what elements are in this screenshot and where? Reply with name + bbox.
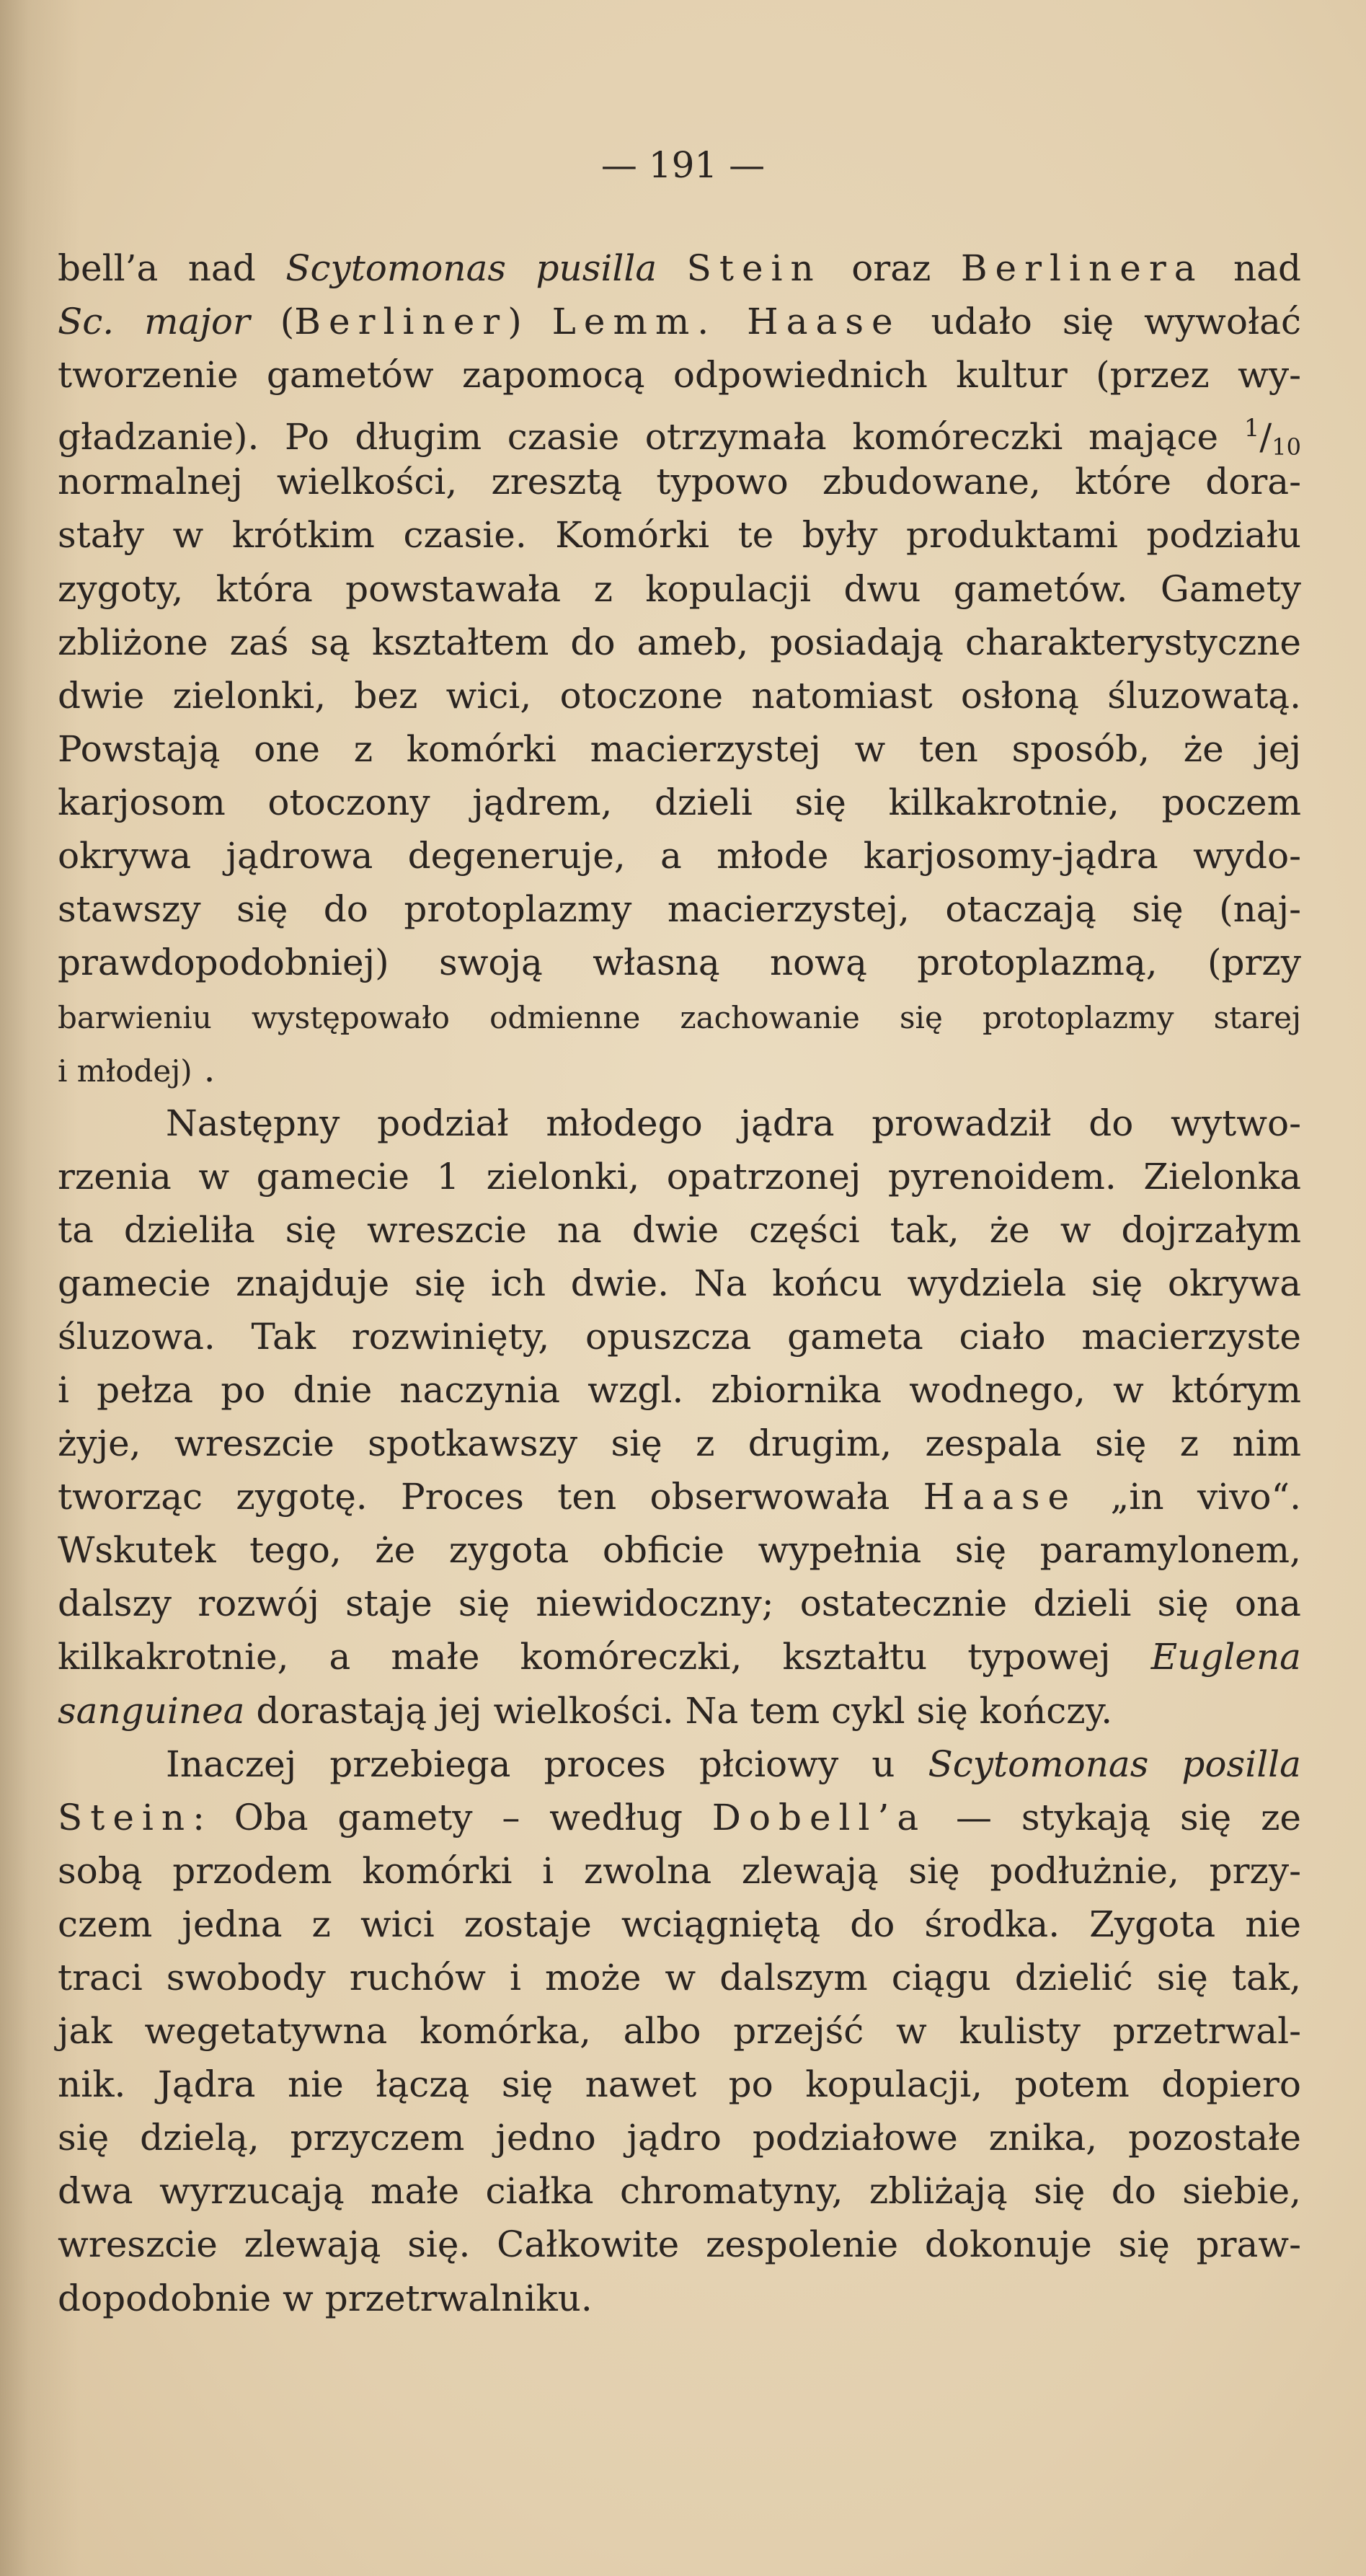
text-fragment: udało się wywołać bbox=[900, 301, 1301, 343]
text-fragment: Powstają one z komórki macierzystej w ten sposób, że jej bbox=[58, 727, 1301, 770]
text-fragment: Berlinera bbox=[960, 247, 1204, 289]
text-line bbox=[58, 242, 1301, 295]
text-fragment: ) bbox=[507, 301, 552, 343]
text-fragment: zbliżone zaś są kształtem do ameb, posiadają charakterystyczne bbox=[58, 621, 1301, 663]
text-fragment: Scytomonas posilla bbox=[928, 1743, 1301, 1785]
text-line bbox=[58, 936, 1301, 989]
text-line bbox=[58, 1844, 1301, 1898]
text-fragment: oraz bbox=[821, 247, 961, 289]
text-fragment: Berliner bbox=[294, 301, 508, 343]
text-line bbox=[58, 1257, 1301, 1310]
text-fragment: Wskutek tego, że zygota obficie wypełnia się paramylonem, bbox=[58, 1529, 1301, 1572]
text-line bbox=[58, 1577, 1301, 1630]
page-number: — 191 — bbox=[600, 144, 766, 186]
text-fragment: dopodobnie w przetrwalniku. bbox=[58, 2277, 593, 2319]
text-line bbox=[58, 1738, 1301, 1791]
text-fragment: Lemm. bbox=[551, 301, 717, 343]
text-line bbox=[58, 1791, 1301, 1844]
text-fragment: kilkakrotnie, a małe komóreczki, kształtu typowej bbox=[58, 1636, 1151, 1678]
text-fragment: ( bbox=[249, 301, 295, 343]
text-fragment: śluzowa. Tak rozwinięty, opuszcza gameta ciało macierzyste bbox=[58, 1315, 1301, 1358]
text-fragment: prawdopodobniej) swoją własną nową protoplazmą, (przy bbox=[58, 942, 1301, 984]
text-line bbox=[58, 1523, 1301, 1577]
text-fragment: tworząc zygotę. Proces ten obserwowała bbox=[58, 1476, 923, 1518]
text-line bbox=[58, 989, 1301, 1043]
text-fragment: Sc. major bbox=[58, 301, 250, 343]
text-fragment: tworzenie gametów zapomocą odpowiednich kultur (przez wy- bbox=[58, 354, 1301, 397]
text-line bbox=[58, 1417, 1301, 1470]
text-line bbox=[58, 722, 1301, 776]
text-fragment: normalnej wielkości, zresztą typowo zbudowane, które dora- bbox=[58, 461, 1301, 503]
text-fragment: dwa wyrzucają małe ciałka chromatyny, zbliżają się do siebie, bbox=[58, 2170, 1301, 2213]
text-line bbox=[58, 2004, 1301, 2058]
text-line bbox=[58, 1684, 1301, 1738]
text-line bbox=[58, 1470, 1301, 1523]
text-fragment bbox=[657, 247, 686, 289]
text-fragment: . bbox=[192, 1048, 216, 1091]
text-fragment: stawszy się do protoplazmy macierzystej, otaczają się (naj- bbox=[58, 888, 1301, 931]
text-fragment: zygoty, która powstawała z kopulacji dwu gametów. Gamety bbox=[58, 567, 1301, 610]
text-line bbox=[58, 295, 1301, 348]
text-fragment: i pełza po dnie naczynia wzgl. zbiornika wodnego, w którym bbox=[58, 1368, 1301, 1411]
text-fragment: 1 bbox=[1243, 414, 1260, 443]
text-fragment: : Oba gamety – według bbox=[192, 1796, 712, 1838]
text-fragment: się dzielą, przyczem jedno jądro podziałowe znika, pozostałe bbox=[58, 2117, 1301, 2159]
text-line bbox=[58, 829, 1301, 882]
text-fragment: traci swobody ruchów i może w dalszym ciągu dzielić się tak, bbox=[58, 1957, 1301, 1999]
text-fragment: nik. Jądra nie łączą się nawet po kopulacji, potem dopiero bbox=[58, 2063, 1301, 2106]
text-line bbox=[58, 2164, 1301, 2218]
text-line bbox=[58, 2111, 1301, 2164]
text-fragment: Dobell’a bbox=[711, 1796, 927, 1838]
text-line bbox=[58, 508, 1301, 562]
text-fragment: Haase bbox=[747, 301, 901, 343]
text-fragment: Stein bbox=[58, 1796, 193, 1838]
text-fragment: — stykają się ze bbox=[926, 1796, 1302, 1838]
text-fragment: Inaczej przebiega proces płciowy u bbox=[166, 1743, 928, 1785]
text-line bbox=[58, 348, 1301, 402]
text-line bbox=[58, 1363, 1301, 1417]
text-line bbox=[58, 776, 1301, 829]
text-fragment: bell’a nad bbox=[58, 247, 286, 289]
text-line bbox=[58, 2272, 1301, 2325]
text-line bbox=[58, 402, 1301, 461]
text-fragment: dalszy rozwój staje się niewidoczny; ostatecznie dzieli się ona bbox=[58, 1583, 1301, 1625]
text-line bbox=[58, 1097, 1301, 1150]
text-fragment: dorastają jej wielkości. Na tem cykl się kończy. bbox=[244, 1689, 1113, 1732]
text-fragment: Scytomonas pusilla bbox=[285, 247, 657, 289]
text-line bbox=[58, 1898, 1301, 1951]
text-line bbox=[58, 562, 1301, 616]
text-fragment: wreszcie zlewają się. Całkowite zespolenie dokonuje się praw- bbox=[58, 2223, 1301, 2266]
body-text bbox=[58, 242, 1301, 2325]
text-fragment: dwie zielonki, bez wici, otoczone natomiast osłoną śluzowatą. bbox=[58, 674, 1301, 717]
text-fragment: / bbox=[1259, 416, 1272, 459]
text-fragment: gładzanie). Po długim czasie otrzymała komóreczki mające bbox=[58, 416, 1244, 459]
text-fragment: jak wegetatywna komórka, albo przejść w kulisty przetrwal- bbox=[58, 2010, 1301, 2053]
text-fragment: stały w krótkim czasie. Komórki te były produktami podziału bbox=[58, 514, 1301, 557]
text-fragment: Haase bbox=[923, 1476, 1078, 1518]
text-line bbox=[58, 616, 1301, 669]
text-fragment: sobą przodem komórki i zwolna zlewają się podłużnie, przy- bbox=[58, 1849, 1301, 1892]
text-line bbox=[58, 1951, 1301, 2004]
text-line bbox=[58, 2218, 1301, 2271]
text-fragment: Euglena bbox=[1150, 1636, 1301, 1678]
text-fragment: Stein bbox=[686, 247, 822, 289]
text-line bbox=[58, 1150, 1301, 1203]
text-line bbox=[58, 1310, 1301, 1363]
text-fragment: ta dzieliła się wreszcie na dwie części tak, że w dojrzałym bbox=[58, 1208, 1301, 1251]
text-fragment: i młodej) bbox=[58, 1053, 192, 1089]
text-fragment: Następny podział młodego jądra prowadził do wytwo- bbox=[166, 1102, 1301, 1144]
text-line bbox=[58, 1630, 1301, 1683]
text-fragment: sanguinea bbox=[58, 1689, 245, 1732]
text-line bbox=[58, 669, 1301, 722]
text-fragment: karjosom otoczony jądrem, dzieli się kilkakrotnie, poczem bbox=[58, 781, 1301, 823]
text-fragment: czem jedna z wici zostaje wciągniętą do środka. Zygota nie bbox=[58, 1903, 1301, 1945]
text-fragment: barwieniu występowało odmienne zachowanie się protoplazmy starej bbox=[58, 1000, 1301, 1036]
text-line bbox=[58, 455, 1301, 508]
text-line bbox=[58, 882, 1301, 936]
text-fragment bbox=[717, 301, 747, 342]
text-fragment: rzenia w gamecie 1 zielonki, opatrzonej pyrenoidem. Zielonka bbox=[58, 1155, 1301, 1198]
text-fragment: żyje, wreszcie spotkawszy się z drugim, zespala się z nim bbox=[58, 1422, 1301, 1465]
text-fragment: nad bbox=[1203, 247, 1302, 289]
text-fragment: „in vivo“. bbox=[1077, 1476, 1301, 1518]
text-fragment: gamecie znajduje się ich dwie. Na końcu wydziela się okrywa bbox=[58, 1262, 1301, 1304]
text-line bbox=[58, 2058, 1301, 2111]
text-fragment: okrywa jądrowa degeneruje, a młode karjosomy-jądra wydo- bbox=[58, 835, 1301, 877]
text-line bbox=[58, 1043, 1301, 1096]
text-line bbox=[58, 1203, 1301, 1257]
text-fragment: 10 bbox=[1272, 433, 1301, 461]
